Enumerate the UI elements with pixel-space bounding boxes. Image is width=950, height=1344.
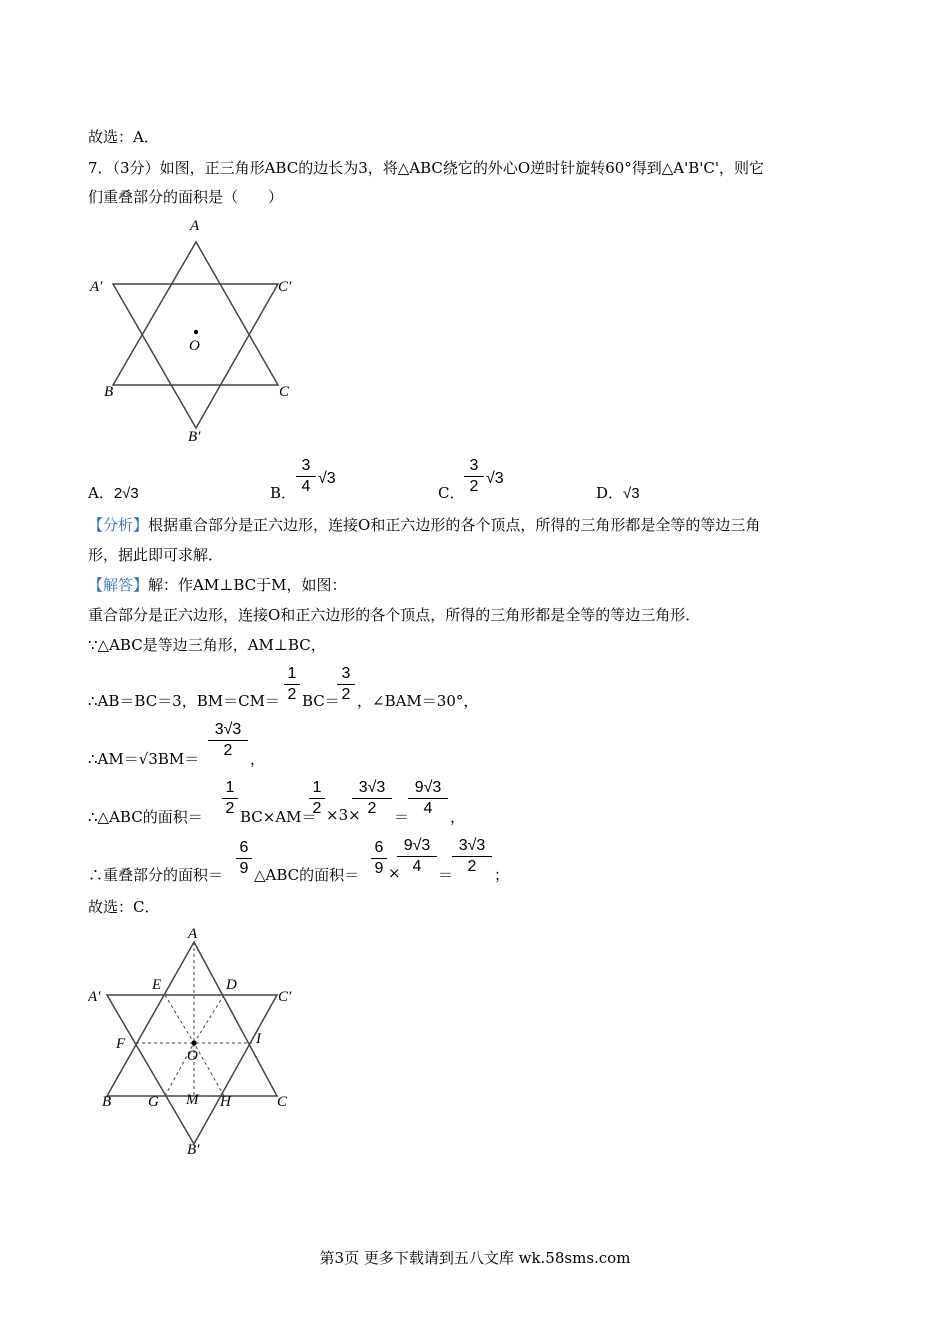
figure-solution-hexagon — [88, 922, 318, 1162]
fraction-six-ninths-2: 6 9 — [371, 838, 387, 879]
solution-line-4b: BC＝ — [302, 692, 340, 710]
figure-rotated-triangles — [88, 212, 318, 452]
option-c-label: C． — [438, 484, 465, 502]
fig2-label-b: B — [102, 1094, 112, 1110]
solution-line-6d: ＝ — [394, 808, 410, 826]
solution-line-7c: × — [388, 864, 401, 882]
question-line-1: 7．（3分）如图，正三角形ABC的边长为3，将△ABC绕它的外心O逆时针旋转60°得到△A'B'C'，则它 — [88, 159, 765, 177]
fig2-label-m: M — [186, 1092, 199, 1108]
option-a[interactable] — [88, 482, 139, 503]
analysis-line-1: 【分析】根据重合部分是正六边形，连接O和正六边形的各个顶点，所得的三角形都是全等的等边三角 — [88, 516, 761, 534]
fig2-label-g: G — [148, 1094, 159, 1110]
solution-line-1: 【解答】解：作AM⊥BC于M，如图： — [88, 576, 347, 594]
analysis-line-2: 形，据此即可求解． — [88, 546, 224, 564]
previous-answer: 故选：A． — [88, 128, 159, 146]
fig2-label-h: H — [220, 1094, 231, 1110]
fig2-label-i: I — [256, 1031, 261, 1047]
fig2-label-b-prime: B′ — [187, 1142, 200, 1158]
option-c-fraction: 3 2 — [464, 456, 484, 497]
fig2-label-o: O — [187, 1048, 198, 1064]
label-b: B — [104, 384, 114, 400]
option-b[interactable] — [270, 482, 296, 503]
fraction-overlap-area: 3√3 2 — [452, 836, 492, 877]
solution-line-5b: ， — [250, 750, 266, 768]
solution-line-4a: ∴AB＝BC＝3，BM＝CM＝ — [88, 692, 280, 710]
fig2-label-e: E — [152, 977, 162, 993]
fraction-six-ninths: 6 9 — [236, 838, 252, 879]
solution-line-3: ∵△ABC是等边三角形，AM⊥BC， — [88, 636, 326, 654]
page-footer: 第3页 更多下载请到五八文库 wk.58sms.com — [319, 1249, 631, 1267]
solution-line-6a: ∴△ABC的面积＝ — [88, 808, 203, 826]
solution-tag: 【解答】 — [88, 576, 149, 594]
label-a: A — [190, 218, 200, 234]
option-d-value: √3 — [623, 485, 640, 502]
dashed-connectors — [136, 942, 252, 1096]
option-b-label: B． — [270, 484, 297, 502]
solution-line-6e: ， — [450, 808, 466, 826]
fraction-am-value: 3√3 2 — [208, 720, 248, 761]
solution-answer: 故选：C． — [88, 898, 160, 916]
fraction-abc-area: 9√3 4 — [408, 778, 448, 819]
solution-line-2: 重合部分是正六边形，连接O和正六边形的各个顶点，所得的三角形都是全等的等边三角形． — [88, 606, 701, 624]
solution-line-4c: ，∠BAM＝30°， — [357, 692, 479, 710]
option-c-root: √3 — [486, 470, 504, 487]
triangle-abc — [113, 242, 278, 385]
question-line-2: 们重叠部分的面积是（ ） — [88, 188, 284, 206]
fraction-half-area-2: 1 2 — [309, 778, 325, 819]
fig2-label-a-prime: A′ — [88, 989, 101, 1005]
label-o: O — [189, 338, 200, 354]
label-c-prime: C′ — [278, 279, 292, 295]
fig2-triangle-prime — [107, 995, 277, 1144]
solution-line-7b: △ABC的面积＝ — [254, 866, 360, 884]
fig2-triangle-abc — [107, 942, 277, 1096]
label-c: C — [279, 384, 290, 400]
fig2-label-c-prime: C′ — [278, 989, 292, 1005]
option-b-fraction: 3 4 — [296, 456, 316, 497]
fraction-three-halves: 3 2 — [337, 664, 355, 705]
fraction-one-half: 1 2 — [284, 664, 300, 705]
solution-line-7a: ∴重叠部分的面积＝ — [88, 866, 224, 884]
option-b-root: √3 — [318, 470, 336, 487]
fig2-label-f: F — [116, 1036, 126, 1052]
solution-line-5a: ∴AM＝√3BM＝ — [88, 750, 200, 768]
solution-line-6c: ×3× — [326, 806, 361, 824]
triangle-a-prime-b-prime-c-prime — [113, 284, 278, 428]
fig2-label-c: C — [277, 1094, 288, 1110]
fraction-abc-area-2: 9√3 4 — [397, 836, 437, 877]
solution-line-7d: ＝ — [438, 866, 454, 884]
fig2-center-o — [191, 1040, 196, 1045]
option-c[interactable] — [438, 482, 464, 503]
center-point-o — [194, 330, 198, 334]
fraction-am-in-area: 3√3 2 — [352, 778, 392, 819]
solution-line-7e: ； — [494, 866, 510, 884]
option-d[interactable] — [596, 482, 640, 503]
analysis-tag: 【分析】 — [88, 516, 149, 534]
fraction-half-area: 1 2 — [222, 778, 238, 819]
fig2-label-d: D — [226, 977, 237, 993]
label-a-prime: A′ — [90, 279, 103, 295]
option-a-value: 2√3 — [113, 485, 139, 502]
solution-line-6b: BC×AM＝ — [240, 808, 317, 826]
option-a-label: A． — [88, 484, 114, 502]
fig2-label-a: A — [188, 926, 198, 942]
label-b-prime: B′ — [188, 429, 201, 445]
option-d-label: D． — [596, 484, 624, 502]
